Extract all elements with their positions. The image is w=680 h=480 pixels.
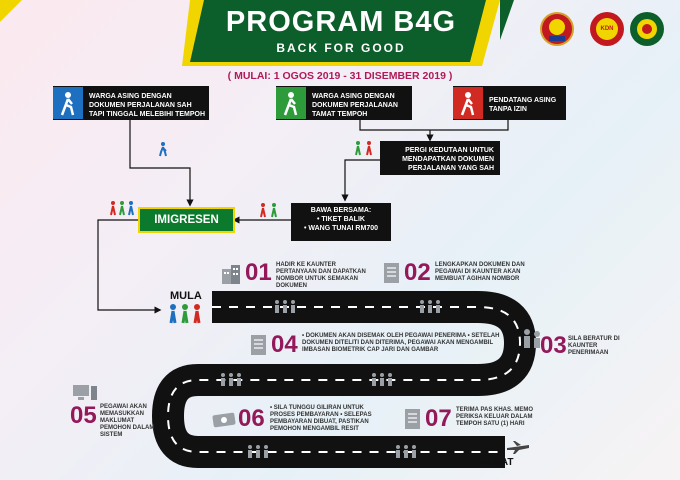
- step-01-number: 01: [245, 259, 272, 286]
- step-04-text: • DOKUMEN AKAN DISEMAK OLEH PEGAWAI PENERIMA • SETELAH DOKUMEN DITELITI DAN DITERIMA, PEGAWAI AKAN MENGAMBIL IMBASAN BIOMETRIK CAP JARI DAN GAMBAR: [302, 333, 500, 353]
- imigresen-box: IMIGRESEN: [138, 207, 235, 233]
- step-01-text: HADIR KE KAUNTER PERTANYAAN DAN DAPATKAN NOMBOR UNTUK SEMAKAN DOKUMEN: [276, 262, 366, 289]
- step-07-text: TERIMA PAS KHAS. MEMO PERIKSA KELUAR DALAM TEMPOH SATU (1) HARI: [456, 407, 534, 427]
- program-subtitle: BACK FOR GOOD: [276, 41, 406, 55]
- step-02-number: 02: [404, 259, 431, 286]
- kdn-logo-label: KDN: [600, 26, 614, 32]
- step-06-number: 06: [238, 405, 265, 432]
- program-period: ( MULAI: 1 OGOS 2019 - 31 DISEMBER 2019 ): [227, 70, 453, 82]
- road-end-label: TAMAT: [480, 457, 514, 468]
- step-02-text: LENGKAPKAN DOKUMEN DAN PEGAWAI DI KAUNTER AKAN MEMBUAT AGIHAN NOMBOR: [435, 262, 525, 282]
- step-06-text: • SILA TUNGGU GILIRAN UNTUK PROSES PEMBAYARAN • SELEPAS PEMBAYARAN DIBUAT, PASTIKAN PEMOHON MENGAMBIL RESIT: [270, 405, 372, 432]
- step-04-number: 04: [271, 331, 298, 358]
- program-title: PROGRAM B4G: [225, 6, 457, 38]
- kedutaan-box: PERGI KEDUTAAN UNTUK MENDAPATKAN DOKUMEN PERJALANAN YANG SAH: [380, 141, 500, 175]
- people-group-icon: [166, 303, 206, 330]
- step-03-text: SILA BERATUR DI KAUNTER PENERIMAAN: [568, 336, 620, 356]
- bawa-item: • WANG TUNAI RM700: [303, 225, 378, 232]
- category-text: PENDATANG ASING TANPA IZIN: [489, 97, 557, 113]
- category-text: WARGA ASING DENGAN DOKUMEN PERJALANAN TAMAT TEMPOH: [312, 93, 398, 118]
- road-start-label: MULA: [170, 290, 202, 302]
- document-icon: [383, 262, 401, 289]
- document-icon: [404, 408, 422, 435]
- money-icon: [212, 410, 236, 433]
- step-05-text: PEGAWAI AKAN MEMASUKKAN MAKLUMAT PEMOHON DALAM SISTEM: [100, 404, 155, 438]
- step-07-number: 07: [425, 405, 452, 432]
- bawa-item: • TIKET BALIK: [317, 216, 365, 223]
- checklist-icon: [250, 334, 268, 361]
- step-03-number: 03: [540, 332, 567, 359]
- category-text: WARGA ASING DENGAN DOKUMEN PERJALANAN SAH TAPI TINGGAL MELEBIHI TEMPOH: [89, 93, 206, 118]
- bawa-title: BAWA BERSAMA:: [310, 207, 372, 214]
- step-05-number: 05: [70, 402, 97, 429]
- building-icon: [220, 263, 242, 290]
